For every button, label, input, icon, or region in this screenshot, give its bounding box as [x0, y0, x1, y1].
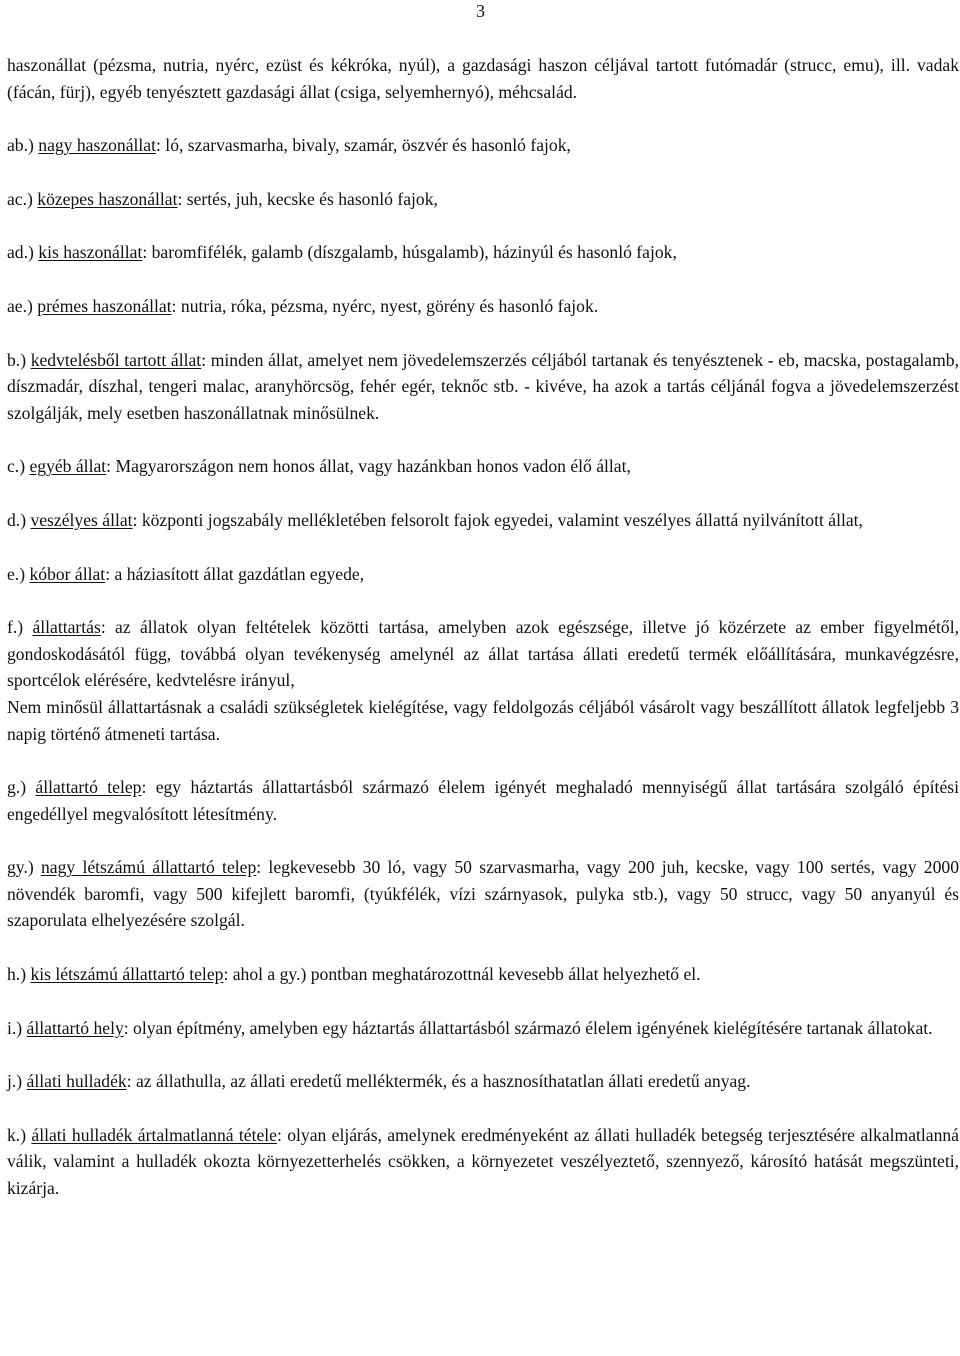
paragraph-intro — [7, 52, 959, 105]
defined-term: állattartó hely — [26, 1017, 124, 1038]
item-label: b.) — [7, 349, 31, 370]
document-body — [7, 52, 959, 1229]
paragraph-h — [7, 961, 959, 988]
definition-text: : olyan építmény, amelyben egy háztartás állattartásból származó élelem igényének kielégítésére tartanak állatokat. — [123, 1017, 933, 1038]
definition-text: : az állathulla, az állati eredetű melléktermék, és a hasznosíthatatlan állati eredetű anyag. — [126, 1071, 751, 1092]
defined-term: veszélyes állat — [30, 509, 133, 530]
item-label: ad.) — [7, 242, 39, 263]
paragraph-j — [7, 1068, 959, 1095]
definition-text: : az állatok olyan feltételek közötti tartása, amelyben azok egészsége, illetve jó közérzete az ember figyelmétől, gondoskodásától függ, továbbá olyan tevékenység amelynél az állat tartása állati eredetű termék előállítására, munkavégzésre, sportcélok elérésére, kedvtelésre irányul, — [7, 617, 960, 691]
item-label: k.) — [7, 1124, 32, 1145]
item-label: g.) — [7, 777, 36, 798]
definition-text: : nutria, róka, pézsma, nyérc, nyest, görény és hasonló fajok. — [171, 295, 599, 316]
item-label: gy.) — [7, 857, 41, 878]
defined-term: kis haszonállat — [38, 242, 143, 263]
paragraph-f-note — [7, 694, 959, 747]
item-label: e.) — [7, 563, 30, 584]
paragraph-k — [7, 1122, 959, 1202]
paragraph-ae — [7, 293, 959, 320]
definition-text: : legkevesebb 30 ló, vagy 50 szarvasmarha, vagy 200 juh, kecske, vagy 100 sertés, vagy 2000 növendék baromfi, vagy 500 kifejlett baromfi, (tyúkfélék, vízi szárnyasok, pulyka stb.), vagy 50 strucc, vagy 50 anyanyúl és szaporulata elhelyezésére szolgál. — [7, 857, 959, 931]
definition-text: : a háziasított állat gazdátlan egyede, — [105, 563, 365, 584]
defined-term: állati hulladék — [26, 1071, 127, 1092]
defined-term: kóbor állat — [29, 563, 106, 584]
definition-text: : központi jogszabály mellékletében felsorolt fajok egyedei, valamint veszélyes állattá nyilvánított állat, — [132, 509, 863, 530]
definition-text: : Magyarországon nem honos állat, vagy hazánkban honos vadon élő állat, — [106, 456, 631, 477]
defined-term: állati hulladék ártalmatlanná tétele — [31, 1124, 277, 1145]
definition-text: : ló, szarvasmarha, bivaly, szamár, öszvér és hasonló fajok, — [156, 135, 571, 156]
definition-text: Nem minősül állattartásnak a családi szükségletek kielégítése, vagy feldolgozás céljából vásárolt vagy beszállított állatok legfeljebb 3 napig történő átmeneti tartása. — [7, 696, 959, 744]
definition-text: haszonállat (pézsma, nutria, nyérc, ezüst és kékróka, nyúl), a gazdasági haszon céljával tartott futómadár (strucc, emu), ill. vadak (fácán, fürj), egyéb tenyésztett gazdasági állat (csiga, selyemhernyó), méhcsalád. — [7, 55, 959, 102]
paragraph-f — [7, 614, 959, 694]
paragraph-gy — [7, 854, 959, 934]
definition-text: : minden állat, amelyet nem jövedelemszerzés céljából tartanak és tenyésztenek - eb, macska, postagalamb, díszmadár, díszhal, tengeri malac, aranyhörcsög, fehér egér, teknőc stb. - kivéve, ha azok a tartás céljánál fogva a jövedelemszerzést szolgálják, mely esetben haszonállatnak minősülnek. — [7, 349, 959, 423]
defined-term: prémes haszonállat — [37, 295, 172, 316]
definition-text: : olyan eljárás, amelynek eredményeként az állati hulladék betegség terjesztésére alkalmatlanná válik, valamint a hulladék okozta környezetterhelés csökken, a környezetet veszélyeztető, szennyező, károsító hatását megszünteti, kizárja. — [7, 1124, 959, 1199]
defined-term: közepes haszonállat — [37, 188, 178, 209]
paragraph-ab — [7, 132, 959, 159]
item-label: h.) — [7, 964, 31, 985]
item-label: j.) — [7, 1071, 27, 1092]
page-number: 3 — [476, 1, 485, 21]
item-label: ac.) — [7, 188, 38, 209]
paragraph-b — [7, 347, 959, 427]
defined-term: kis létszámú állattartó telep — [30, 964, 224, 985]
paragraph-i — [7, 1015, 959, 1042]
paragraph-c — [7, 453, 959, 480]
definition-text: : baromfifélék, galamb (díszgalamb, húsgalamb), házinyúl és hasonló fajok, — [142, 242, 677, 263]
definition-text: : sertés, juh, kecske és hasonló fajok, — [177, 188, 438, 209]
paragraph-g — [7, 774, 959, 827]
definition-text: : egy háztartás állattartásból származó élelem igényét meghaladó mennyiségű állat tartására szolgáló építési engedéllyel megvalósított létesítmény. — [7, 777, 959, 824]
item-label: i.) — [7, 1017, 27, 1038]
item-label: c.) — [7, 456, 30, 477]
item-label: f.) — [7, 617, 33, 638]
item-label: ab.) — [7, 135, 39, 156]
definition-text: : ahol a gy.) pontban meghatározottnál kevesebb állat helyezhető el. — [223, 964, 701, 985]
defined-term: kedvtelésből tartott állat — [30, 349, 202, 370]
paragraph-e — [7, 561, 959, 588]
item-label: d.) — [7, 509, 31, 530]
defined-term: állattartó telep — [35, 777, 142, 798]
defined-term: nagy létszámú állattartó telep — [40, 857, 257, 878]
defined-term: állattartás — [32, 617, 101, 638]
defined-term: nagy haszonállat — [38, 135, 157, 156]
item-label: ae.) — [7, 295, 38, 316]
paragraph-d — [7, 507, 959, 534]
paragraph-ac — [7, 186, 959, 213]
paragraph-ad — [7, 239, 959, 266]
defined-term: egyéb állat — [29, 456, 107, 477]
